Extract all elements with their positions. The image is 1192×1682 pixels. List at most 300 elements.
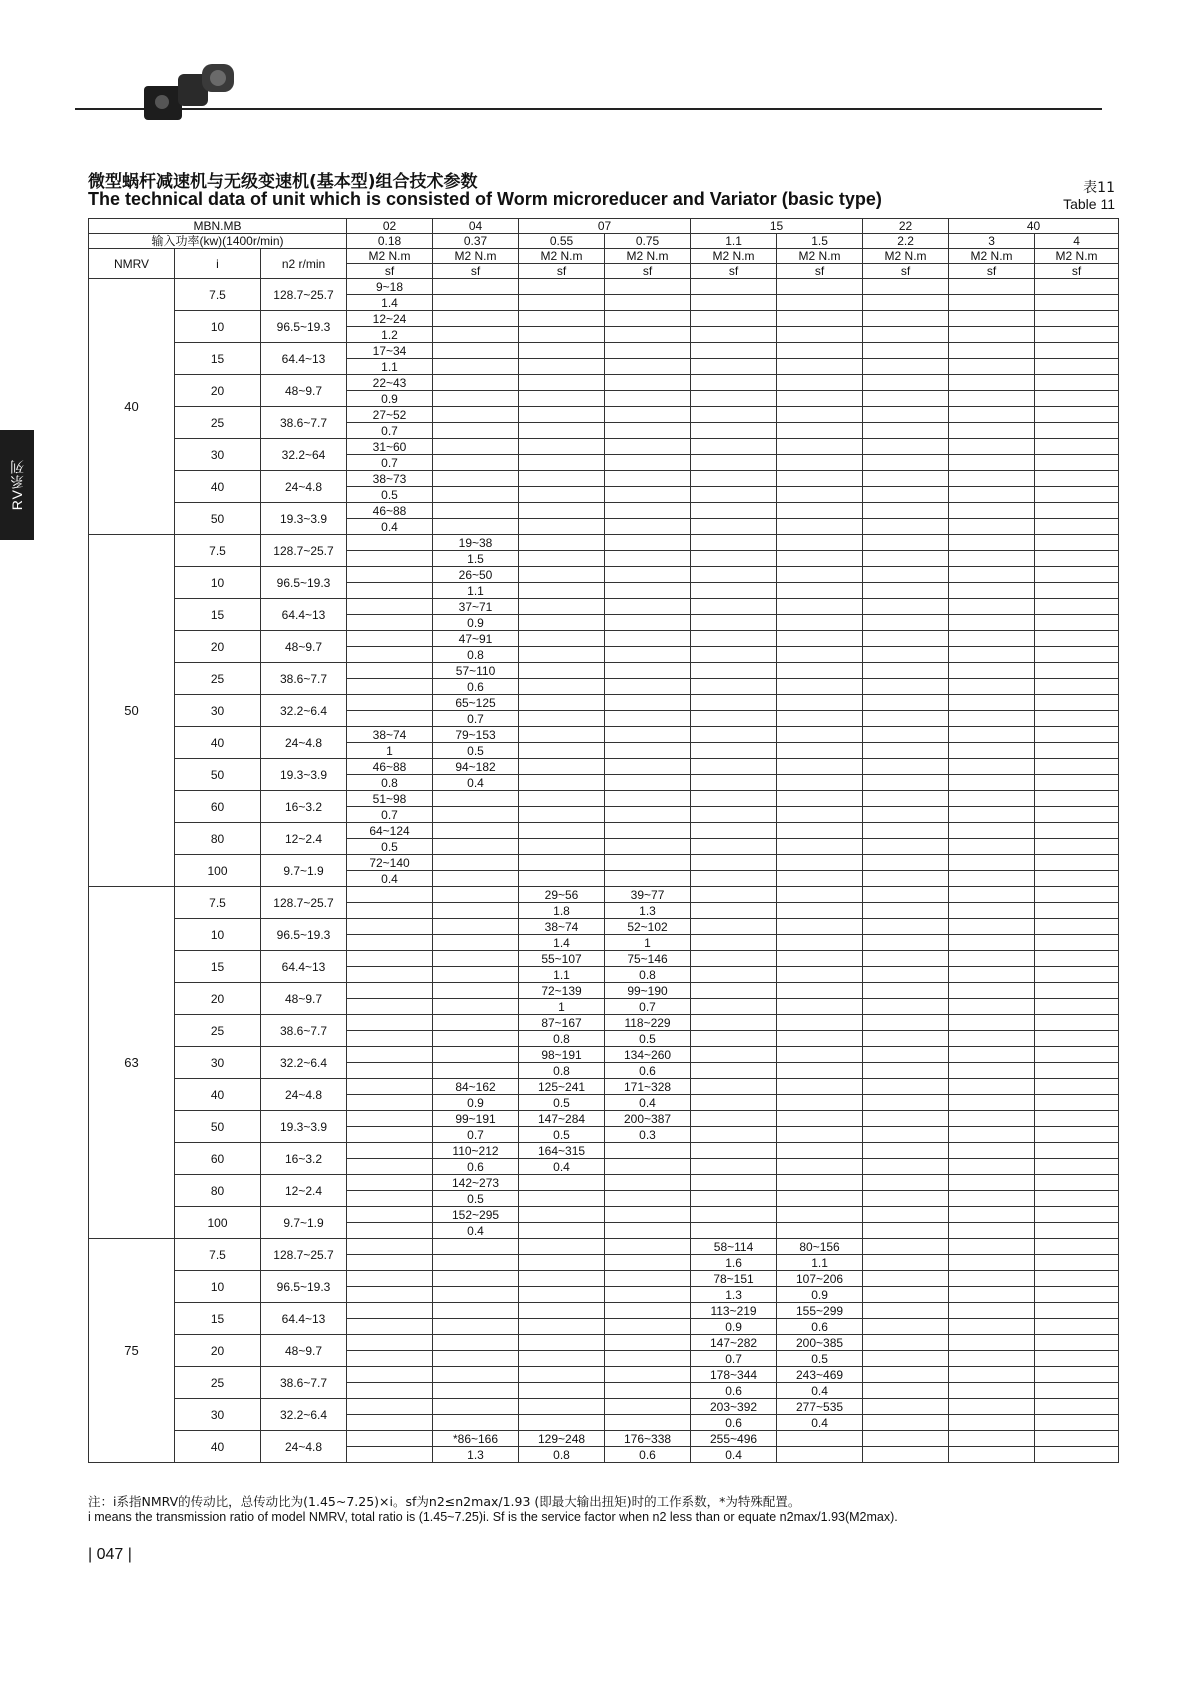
mbn-label: MBN.MB [89, 219, 347, 234]
empty-cell [777, 1207, 863, 1223]
service-factor-cell: 0.6 [691, 1383, 777, 1399]
table-row [89, 1047, 1119, 1063]
empty-cell [863, 823, 949, 839]
empty-cell [863, 295, 949, 311]
empty-cell [605, 1239, 691, 1255]
empty-cell [777, 871, 863, 887]
empty-cell [1035, 1415, 1119, 1431]
empty-cell [519, 1287, 605, 1303]
ratio-cell: 50 [175, 503, 261, 535]
service-factor-header: sf [433, 264, 519, 279]
empty-cell [691, 903, 777, 919]
power-label: 输入功率(kw)(1400r/min) [89, 234, 347, 249]
table-row [89, 1015, 1119, 1031]
empty-cell [605, 1367, 691, 1383]
empty-cell [433, 1335, 519, 1351]
empty-cell [777, 1175, 863, 1191]
empty-cell [863, 999, 949, 1015]
empty-cell [347, 983, 433, 999]
empty-cell [1035, 567, 1119, 583]
table-row [89, 1271, 1119, 1287]
empty-cell [1035, 535, 1119, 551]
service-factor-cell: 0.9 [433, 615, 519, 631]
empty-cell [949, 1207, 1035, 1223]
service-factor-cell: 0.7 [347, 455, 433, 471]
torque-cell: 22~43 [347, 375, 433, 391]
empty-cell [863, 1255, 949, 1271]
table-row [89, 599, 1119, 615]
ratio-cell: 10 [175, 1271, 261, 1303]
empty-cell [519, 567, 605, 583]
empty-cell [777, 1095, 863, 1111]
empty-cell [949, 919, 1035, 935]
empty-cell [519, 1271, 605, 1287]
service-factor-cell: 0.9 [691, 1319, 777, 1335]
empty-cell [777, 583, 863, 599]
empty-cell [777, 967, 863, 983]
empty-cell [691, 1047, 777, 1063]
empty-cell [1035, 519, 1119, 535]
empty-cell [433, 1239, 519, 1255]
empty-cell [863, 1159, 949, 1175]
empty-cell [863, 871, 949, 887]
empty-cell [691, 359, 777, 375]
empty-cell [1035, 1191, 1119, 1207]
empty-cell [605, 615, 691, 631]
service-factor-cell: 0.9 [347, 391, 433, 407]
torque-cell: 142~273 [433, 1175, 519, 1191]
ratio-cell: 20 [175, 983, 261, 1015]
empty-cell [1035, 343, 1119, 359]
empty-cell [863, 695, 949, 711]
empty-cell [949, 519, 1035, 535]
empty-cell [863, 743, 949, 759]
empty-cell [519, 647, 605, 663]
table-row [89, 1431, 1119, 1447]
empty-cell [1035, 1255, 1119, 1271]
service-factor-cell: 0.5 [347, 839, 433, 855]
empty-cell [949, 1111, 1035, 1127]
empty-cell [1035, 455, 1119, 471]
table-row [89, 1399, 1119, 1415]
speed-cell: 64.4~13 [261, 599, 347, 631]
empty-cell [433, 343, 519, 359]
empty-cell [605, 487, 691, 503]
empty-cell [863, 855, 949, 871]
empty-cell [605, 871, 691, 887]
empty-cell [605, 407, 691, 423]
torque-unit-header: M2 N.m [519, 249, 605, 264]
empty-cell [1035, 903, 1119, 919]
torque-cell: 107~206 [777, 1271, 863, 1287]
service-factor-header: sf [949, 264, 1035, 279]
empty-cell [863, 551, 949, 567]
empty-cell [777, 935, 863, 951]
empty-cell [519, 583, 605, 599]
empty-cell [433, 1303, 519, 1319]
torque-unit-header: M2 N.m [777, 249, 863, 264]
empty-cell [1035, 695, 1119, 711]
empty-cell [863, 1399, 949, 1415]
empty-cell [949, 1047, 1035, 1063]
empty-cell [1035, 871, 1119, 887]
empty-cell [1035, 951, 1119, 967]
empty-cell [863, 903, 949, 919]
empty-cell [519, 599, 605, 615]
empty-cell [347, 919, 433, 935]
empty-cell [1035, 1223, 1119, 1239]
empty-cell [777, 743, 863, 759]
power-value: 0.37 [433, 234, 519, 249]
service-factor-header: sf [519, 264, 605, 279]
empty-cell [691, 791, 777, 807]
empty-cell [347, 903, 433, 919]
empty-cell [691, 471, 777, 487]
empty-cell [433, 471, 519, 487]
empty-cell [777, 359, 863, 375]
empty-cell [433, 1255, 519, 1271]
empty-cell [605, 455, 691, 471]
empty-cell [347, 1015, 433, 1031]
empty-cell [777, 439, 863, 455]
model-group-15: 15 [691, 219, 863, 234]
empty-cell [863, 391, 949, 407]
empty-cell [691, 647, 777, 663]
empty-cell [433, 279, 519, 295]
empty-cell [605, 1287, 691, 1303]
empty-cell [863, 471, 949, 487]
empty-cell [1035, 679, 1119, 695]
empty-cell [519, 1399, 605, 1415]
empty-cell [519, 391, 605, 407]
service-factor-cell: 0.4 [777, 1415, 863, 1431]
empty-cell [519, 775, 605, 791]
empty-cell [605, 711, 691, 727]
torque-cell: 80~156 [777, 1239, 863, 1255]
empty-cell [347, 1255, 433, 1271]
empty-cell [605, 807, 691, 823]
empty-cell [433, 1271, 519, 1287]
empty-cell [433, 439, 519, 455]
empty-cell [691, 567, 777, 583]
speed-cell: 64.4~13 [261, 343, 347, 375]
empty-cell [863, 1223, 949, 1239]
speed-cell: 38.6~7.7 [261, 407, 347, 439]
power-value: 1.5 [777, 234, 863, 249]
empty-cell [347, 999, 433, 1015]
service-factor-cell: 1 [519, 999, 605, 1015]
empty-cell [1035, 983, 1119, 999]
torque-unit-header: M2 N.m [605, 249, 691, 264]
empty-cell [691, 759, 777, 775]
empty-cell [691, 1095, 777, 1111]
empty-cell [605, 551, 691, 567]
empty-cell [863, 567, 949, 583]
empty-cell [949, 535, 1035, 551]
empty-cell [691, 455, 777, 471]
empty-cell [605, 503, 691, 519]
empty-cell [519, 759, 605, 775]
torque-cell: 9~18 [347, 279, 433, 295]
empty-cell [1035, 1159, 1119, 1175]
empty-cell [605, 1319, 691, 1335]
empty-cell [605, 391, 691, 407]
empty-cell [777, 311, 863, 327]
ratio-cell: 25 [175, 663, 261, 695]
speed-cell: 16~3.2 [261, 791, 347, 823]
empty-cell [863, 1191, 949, 1207]
empty-cell [605, 471, 691, 487]
empty-cell [949, 615, 1035, 631]
empty-cell [605, 727, 691, 743]
service-factor-cell: 1 [347, 743, 433, 759]
empty-cell [949, 1127, 1035, 1143]
speed-cell: 32.2~6.4 [261, 1047, 347, 1079]
ratio-cell: 15 [175, 951, 261, 983]
table-row [89, 951, 1119, 967]
empty-cell [949, 1287, 1035, 1303]
empty-cell [691, 375, 777, 391]
empty-cell [691, 871, 777, 887]
empty-cell [863, 1335, 949, 1351]
empty-cell [777, 1447, 863, 1463]
empty-cell [863, 711, 949, 727]
empty-cell [519, 535, 605, 551]
torque-cell: 243~469 [777, 1367, 863, 1383]
table-row [89, 503, 1119, 519]
empty-cell [433, 887, 519, 903]
empty-cell [863, 359, 949, 375]
speed-cell: 24~4.8 [261, 727, 347, 759]
empty-cell [777, 983, 863, 999]
empty-cell [949, 407, 1035, 423]
empty-cell [1035, 1367, 1119, 1383]
empty-cell [949, 599, 1035, 615]
empty-cell [691, 1159, 777, 1175]
ratio-cell: 20 [175, 375, 261, 407]
empty-cell [1035, 887, 1119, 903]
empty-cell [1035, 1111, 1119, 1127]
speed-cell: 32.2~64 [261, 439, 347, 471]
table-row [89, 311, 1119, 327]
empty-cell [1035, 1047, 1119, 1063]
empty-cell [777, 919, 863, 935]
speed-cell: 38.6~7.7 [261, 1015, 347, 1047]
torque-cell: 75~146 [605, 951, 691, 967]
empty-cell [605, 695, 691, 711]
nmrv-size-cell: 50 [89, 535, 175, 887]
empty-cell [1035, 1383, 1119, 1399]
empty-cell [605, 1351, 691, 1367]
service-factor-cell: 0.6 [777, 1319, 863, 1335]
empty-cell [949, 727, 1035, 743]
empty-cell [519, 295, 605, 311]
empty-cell [863, 375, 949, 391]
torque-cell: 98~191 [519, 1047, 605, 1063]
table-row [89, 791, 1119, 807]
speed-cell: 38.6~7.7 [261, 1367, 347, 1399]
power-value: 0.18 [347, 234, 433, 249]
service-factor-header: sf [691, 264, 777, 279]
nmrv-size-cell: 63 [89, 887, 175, 1239]
empty-cell [863, 583, 949, 599]
service-factor-cell: 0.5 [433, 1191, 519, 1207]
empty-cell [605, 631, 691, 647]
empty-cell [433, 951, 519, 967]
ratio-cell: 7.5 [175, 887, 261, 919]
model-group-07: 07 [519, 219, 691, 234]
speed-cell: 38.6~7.7 [261, 663, 347, 695]
empty-cell [433, 1015, 519, 1031]
torque-cell: 164~315 [519, 1143, 605, 1159]
table-row [89, 471, 1119, 487]
empty-cell [777, 1015, 863, 1031]
empty-cell [519, 871, 605, 887]
ratio-cell: 25 [175, 407, 261, 439]
empty-cell [347, 1431, 433, 1447]
torque-cell: 277~535 [777, 1399, 863, 1415]
empty-cell [949, 1191, 1035, 1207]
empty-cell [949, 471, 1035, 487]
empty-cell [605, 663, 691, 679]
empty-cell [347, 1207, 433, 1223]
service-factor-cell: 0.5 [433, 743, 519, 759]
torque-cell: 31~60 [347, 439, 433, 455]
ratio-cell: 10 [175, 311, 261, 343]
speed-cell: 12~2.4 [261, 823, 347, 855]
empty-cell [863, 679, 949, 695]
empty-cell [433, 1383, 519, 1399]
empty-cell [519, 711, 605, 727]
table-row [89, 567, 1119, 583]
empty-cell [949, 279, 1035, 295]
empty-cell [949, 999, 1035, 1015]
empty-cell [1035, 1399, 1119, 1415]
empty-cell [949, 391, 1035, 407]
empty-cell [777, 663, 863, 679]
empty-cell [1035, 631, 1119, 647]
empty-cell [863, 1143, 949, 1159]
empty-cell [433, 455, 519, 471]
ratio-cell: 20 [175, 631, 261, 663]
torque-cell: 78~151 [691, 1271, 777, 1287]
empty-cell [949, 375, 1035, 391]
empty-cell [1035, 599, 1119, 615]
torque-cell: 39~77 [605, 887, 691, 903]
empty-cell [949, 439, 1035, 455]
empty-cell [519, 839, 605, 855]
empty-cell [1035, 423, 1119, 439]
empty-cell [949, 583, 1035, 599]
speed-cell: 96.5~19.3 [261, 311, 347, 343]
empty-cell [1035, 823, 1119, 839]
service-factor-cell: 1.1 [433, 583, 519, 599]
service-factor-cell: 0.6 [433, 1159, 519, 1175]
empty-cell [347, 695, 433, 711]
empty-cell [949, 311, 1035, 327]
technical-data-table [88, 218, 1119, 1463]
nmrv-size-cell: 75 [89, 1239, 175, 1463]
empty-cell [949, 775, 1035, 791]
empty-cell [1035, 359, 1119, 375]
speed-cell: 12~2.4 [261, 1175, 347, 1207]
empty-cell [691, 1079, 777, 1095]
service-factor-cell: 1.1 [347, 359, 433, 375]
service-factor-cell: 0.5 [519, 1127, 605, 1143]
empty-cell [347, 967, 433, 983]
empty-cell [519, 743, 605, 759]
service-factor-cell: 0.7 [433, 1127, 519, 1143]
ratio-cell: 20 [175, 1335, 261, 1367]
empty-cell [519, 503, 605, 519]
page-number-value: 047 [96, 1546, 124, 1563]
empty-cell [519, 1207, 605, 1223]
empty-cell [347, 567, 433, 583]
service-factor-cell: 0.3 [605, 1127, 691, 1143]
empty-cell [519, 679, 605, 695]
empty-cell [777, 999, 863, 1015]
empty-cell [777, 567, 863, 583]
empty-cell [433, 423, 519, 439]
empty-cell [863, 615, 949, 631]
empty-cell [863, 1271, 949, 1287]
table-row [89, 1079, 1119, 1095]
empty-cell [347, 1415, 433, 1431]
torque-cell: 79~153 [433, 727, 519, 743]
empty-cell [691, 1223, 777, 1239]
speed-cell: 64.4~13 [261, 1303, 347, 1335]
empty-cell [605, 1223, 691, 1239]
ratio-cell: 30 [175, 695, 261, 727]
ratio-cell: 100 [175, 1207, 261, 1239]
empty-cell [863, 1031, 949, 1047]
empty-cell [347, 663, 433, 679]
torque-cell: 29~56 [519, 887, 605, 903]
gear-motor-logo [140, 56, 240, 126]
service-factor-header: sf [605, 264, 691, 279]
empty-cell [1035, 919, 1119, 935]
empty-cell [347, 887, 433, 903]
ratio-cell: 50 [175, 759, 261, 791]
empty-cell [433, 503, 519, 519]
torque-cell: 12~24 [347, 311, 433, 327]
service-factor-cell: 0.6 [691, 1415, 777, 1431]
empty-cell [777, 391, 863, 407]
empty-cell [691, 839, 777, 855]
torque-cell: 255~496 [691, 1431, 777, 1447]
speed-cell: 9.7~1.9 [261, 855, 347, 887]
empty-cell [519, 1255, 605, 1271]
service-factor-cell: 0.4 [347, 519, 433, 535]
empty-cell [777, 1143, 863, 1159]
empty-cell [691, 695, 777, 711]
table-row [89, 1207, 1119, 1223]
empty-cell [691, 855, 777, 871]
empty-cell [433, 1047, 519, 1063]
empty-cell [777, 903, 863, 919]
empty-cell [1035, 663, 1119, 679]
empty-cell [347, 1111, 433, 1127]
service-factor-cell: 1.1 [519, 967, 605, 983]
speed-cell: 32.2~6.4 [261, 1399, 347, 1431]
table-row [89, 1335, 1119, 1351]
empty-cell [1035, 1175, 1119, 1191]
empty-cell [777, 951, 863, 967]
empty-cell [863, 951, 949, 967]
service-factor-cell: 0.4 [777, 1383, 863, 1399]
empty-cell [519, 1383, 605, 1399]
empty-cell [519, 407, 605, 423]
